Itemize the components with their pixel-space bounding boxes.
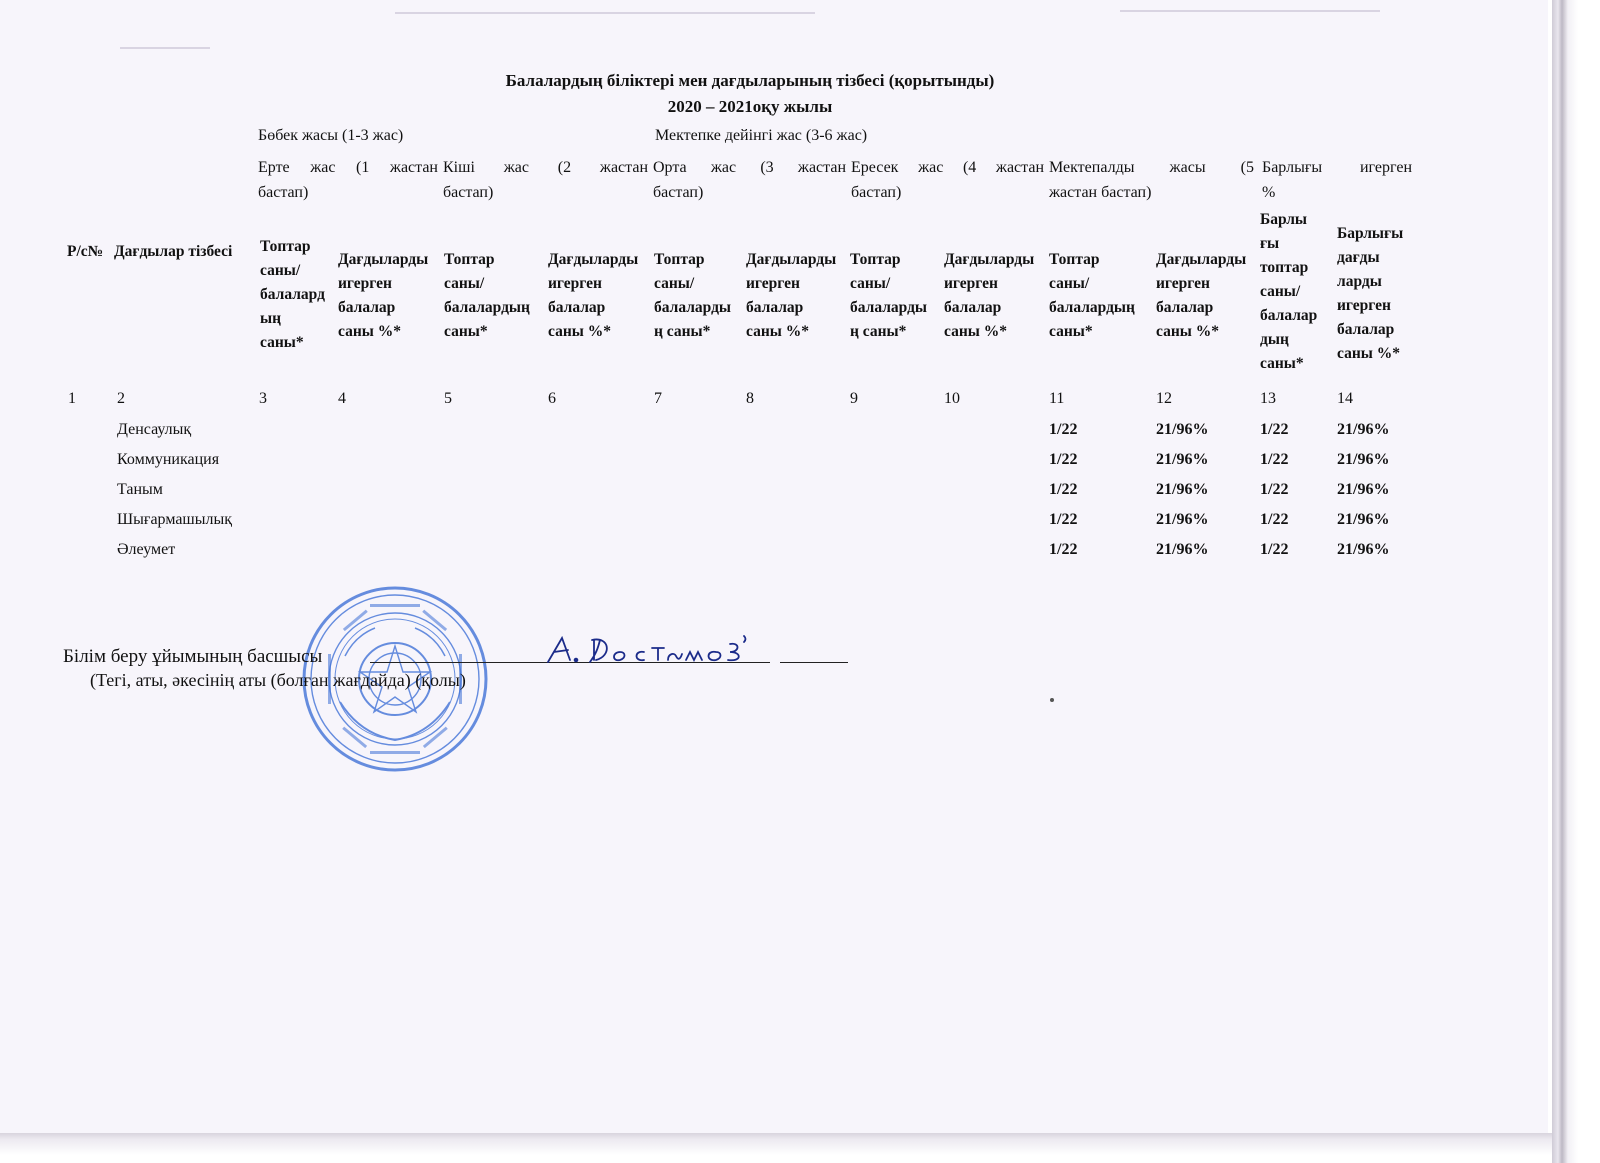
cell-mastered: 21/96% [1156,451,1209,468]
subgroup-line: Мектепалды жасы (5 [1049,159,1254,176]
head-of-organization-label: Білім беру ұйымының басшысы [63,646,323,667]
cell-groups: 1/22 [1049,511,1078,528]
header-line: игерген [1156,275,1210,292]
header-line: балаларды [654,299,732,316]
header-line: балалар [1337,321,1395,338]
header-line: Барлы [1260,211,1308,228]
col-header-10 [944,248,1034,344]
page-edge-right [1552,0,1600,1163]
header-line: топтар [1260,259,1309,276]
cell-groups: 1/22 [1049,541,1078,558]
cell-total-mastered: 21/96% [1337,481,1390,498]
subgroup-line: бастап) [653,184,704,201]
subgroup-line: бастап) [258,184,309,201]
header-line: Топтар [1049,251,1100,268]
header-line: Топтар [444,251,495,268]
scan-artifact [120,47,210,49]
col-header-7 [654,248,731,344]
header-line: игерген [338,275,392,292]
column-number: 14 [1337,390,1353,407]
cell-total-mastered: 21/96% [1337,511,1390,528]
cell-total-groups: 1/22 [1260,541,1289,558]
cell-mastered: 21/96% [1156,541,1209,558]
cell-total-mastered: 21/96% [1337,541,1390,558]
header-line: Барлығы [1337,225,1404,242]
header-line: саны %* [1156,323,1219,340]
cell-total-groups: 1/22 [1260,451,1289,468]
skill-label: Шығармашылық [117,511,233,528]
header-line: Топтар [260,238,311,255]
header-line: саны %* [1337,345,1400,362]
header-line: Дағдыларды [548,251,639,268]
header-line: балалар [746,299,804,316]
column-number: 4 [338,390,346,407]
scan-artifact [395,12,815,14]
header-line: Топтар [654,251,705,268]
cell-mastered: 21/96% [1156,511,1209,528]
header-line: саны/ [654,275,695,292]
cell-groups: 1/22 [1049,481,1078,498]
subgroup-line: Кіші жас (2 жастан [443,159,648,176]
header-line: балалард [260,286,325,303]
header-line: балалардың [444,299,530,316]
col-header-14 [1337,222,1403,366]
header-line: саны %* [338,323,401,340]
header-line: балалар [1156,299,1214,316]
col-header-skills: Дағдылар тізбесі [114,243,233,260]
header-line: дағды [1337,249,1380,266]
header-line: саны %* [548,323,611,340]
scan-dot [1050,698,1054,702]
scan-artifact [1120,10,1380,12]
header-line: Дағдыларды [944,251,1035,268]
header-line: игерген [548,275,602,292]
header-line: балаларды [850,299,928,316]
column-number: 13 [1260,390,1276,407]
cell-total-mastered: 21/96% [1337,451,1390,468]
col-header-5 [444,248,530,344]
cell-mastered: 21/96% [1156,421,1209,438]
column-number: 5 [444,390,452,407]
subgroup-line: бастап) [443,184,494,201]
header-line: ң саны* [850,323,907,340]
header-line: саны/ [444,275,485,292]
skill-label: Коммуникация [117,451,220,468]
header-line: ларды [1337,273,1382,290]
column-number: 12 [1156,390,1172,407]
academic-year: 2020 – 2021оқу жылы [667,97,833,116]
header-line: игерген [1337,297,1391,314]
col-header-13 [1260,208,1317,376]
column-number: 8 [746,390,754,407]
cell-groups: 1/22 [1049,421,1078,438]
handwritten-signature [540,630,790,670]
header-line: балалар [944,299,1002,316]
cell-total-groups: 1/22 [1260,421,1289,438]
header-line: ғы [1260,235,1280,252]
header-line: Дағдыларды [1156,251,1247,268]
subgroup-line: бастап) [851,184,902,201]
column-number: 1 [68,390,76,407]
header-line: саны/ [850,275,891,292]
header-line: саны/ [1049,275,1090,292]
header-line: Дағдыларды [746,251,837,268]
header-line: ың [260,310,282,327]
header-line: игерген [746,275,800,292]
header-line: саны %* [746,323,809,340]
column-number: 2 [117,390,125,407]
header-line: ң саны* [654,323,711,340]
header-line: балалардың [1049,299,1135,316]
cell-groups: 1/22 [1049,451,1078,468]
signature-line [780,662,848,663]
col-header-11 [1049,248,1135,344]
header-line: саны* [444,323,488,340]
header-line: балалар [338,299,396,316]
signature-hint: (Тегі, аты, әкесінің аты (болған жағдайда) (қолы) [90,670,466,690]
header-line: саны/ [1260,283,1301,300]
column-number: 9 [850,390,858,407]
column-number: 3 [259,390,267,407]
column-number: 6 [548,390,556,407]
header-line: Дағдыларды [338,251,429,268]
subgroup-early [258,155,438,205]
page-edge-bottom [0,1133,1552,1163]
header-line: саны* [1049,323,1093,340]
subgroup-preschool-age [1049,155,1254,205]
column-number: 11 [1049,390,1065,407]
subgroup-total [1262,155,1412,205]
header-line: саны %* [944,323,1007,340]
subgroup-middle [653,155,846,205]
col-header-row-number: Р/с№ [67,243,104,260]
skill-label: Әлеумет [117,541,176,558]
header-line: дың [1260,331,1289,348]
col-header-6 [548,248,638,344]
subgroup-line: % [1262,184,1276,201]
cell-total-groups: 1/22 [1260,481,1289,498]
col-header-4 [338,248,428,344]
cell-mastered: 21/96% [1156,481,1209,498]
col-header-3 [260,235,325,355]
col-header-12 [1156,248,1246,344]
subgroup-line: жастан бастап) [1049,184,1152,201]
col-header-9 [850,248,927,344]
cell-total-mastered: 21/96% [1337,421,1390,438]
header-line: Топтар [850,251,901,268]
col-header-8 [746,248,836,344]
age-group-preschool: Мектепке дейінгі жас (3-6 жас) [655,127,868,144]
subgroup-line: Орта жас (3 жастан [653,159,846,176]
subgroup-line: Барлығы игерген [1262,159,1412,176]
document-title: Балалардың біліктері мен дағдыларының тізбесі (қорытынды) [505,71,995,90]
header-line: саны/ [260,262,301,279]
header-line: саны* [260,334,304,351]
header-line: балалар [548,299,606,316]
age-group-infant: Бөбек жасы (1-3 жас) [258,127,404,144]
header-line: саны* [1260,355,1304,372]
subgroup-junior [443,155,648,205]
column-number: 7 [654,390,662,407]
subgroup-line: Ерте жас (1 жастан [258,159,438,176]
column-number: 10 [944,390,960,407]
subgroup-line: Ересек жас (4 жастан [851,159,1044,176]
cell-total-groups: 1/22 [1260,511,1289,528]
header-line: игерген [944,275,998,292]
skill-label: Таным [117,481,163,498]
header-line: балалар [1260,307,1318,324]
skill-label: Денсаулық [117,421,192,438]
subgroup-senior [851,155,1044,205]
